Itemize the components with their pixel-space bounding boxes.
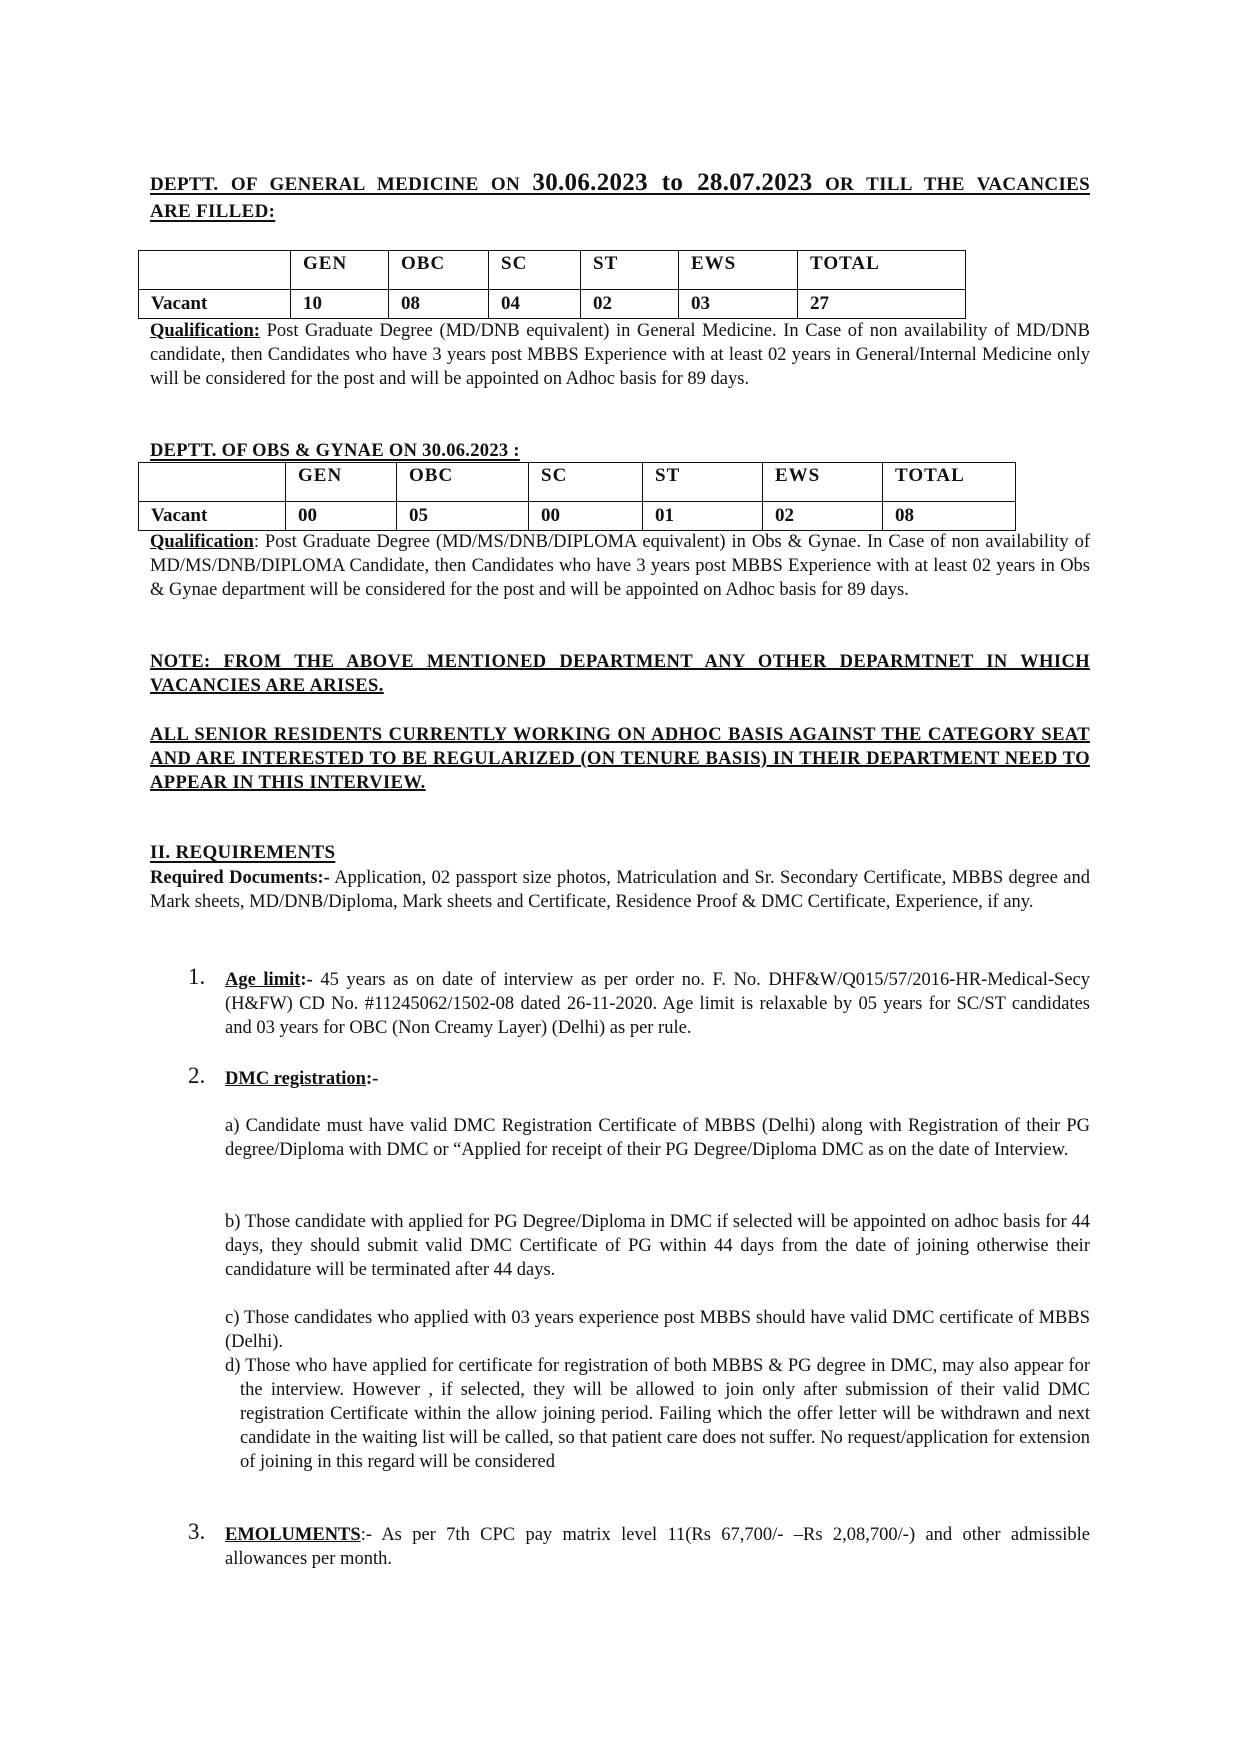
value-cell-sc: 00 [529, 502, 643, 531]
header-cell-ews: EWS [679, 251, 798, 290]
header-cell-st: ST [581, 251, 679, 290]
heading-prefix: DEPTT. OF GENERAL MEDICINE ON [150, 174, 533, 195]
value-cell-st: 01 [643, 502, 763, 531]
age-limit-label: Age limit [225, 970, 301, 990]
required-documents [150, 866, 1090, 914]
list-number: 1. [188, 964, 206, 989]
general-medicine-vacancy-table [138, 250, 966, 319]
list-item-emoluments [225, 1523, 1090, 1571]
dmc-registration-label: DMC registration [225, 1069, 366, 1089]
general-medicine-heading [150, 170, 1090, 198]
list-number: 2. [188, 1063, 206, 1088]
list-number: 3. [188, 1519, 206, 1544]
header-cell-sc: SC [529, 463, 643, 502]
general-medicine-heading-line2: ARE FILLED: [150, 201, 276, 222]
value-cell-obc: 05 [397, 502, 529, 531]
required-documents-text: Application, 02 passport size photos, Matriculation and Sr. Secondary Certificate, MBBS degree and Mark sheets, MD/DNB/Diploma, Mark sheets and Certificate, Residence Proof & DMC Certificate, Experience, if any. [150, 868, 1090, 912]
value-cell-obc: 08 [389, 290, 489, 319]
header-cell-sc: SC [489, 251, 581, 290]
header-cell-st: ST [643, 463, 763, 502]
header-cell [139, 251, 291, 290]
header-cell [139, 463, 286, 502]
dmc-sub-b: b) Those candidate with applied for PG Degree/Diploma in DMC if selected will be appointed on adhoc basis for 44 days, they should submit valid DMC Certificate of PG within 44 days from the date of joining otherwise their candidature will be terminated after 44 days. [225, 1212, 1090, 1280]
note-other-departments: NOTE: FROM THE ABOVE MENTIONED DEPARTMENT ANY OTHER DEPARMTNET IN WHICH VACANCIES ARE ARISES. [150, 652, 1090, 696]
dmc-sub-c: c) Those candidates who applied with 03 years experience post MBBS should have valid DMC certificate of MBBS (Delhi). [225, 1308, 1090, 1352]
header-cell-total: TOTAL [883, 463, 1016, 502]
value-cell-ews: 03 [679, 290, 798, 319]
label-suffix: :- [300, 970, 313, 990]
heading-suffix: OR TILL THE VACANCIES [812, 174, 1090, 195]
value-cell-sc: 04 [489, 290, 581, 319]
row-label: Vacant [139, 502, 286, 531]
table-header-row [139, 463, 1016, 502]
obs-gynae-vacancy-table [138, 462, 1016, 531]
value-cell-ews: 02 [763, 502, 883, 531]
note-senior-residents: ALL SENIOR RESIDENTS CURRENTLY WORKING ON ADHOC BASIS AGAINST THE CATEGORY SEAT AND ARE INTERESTED TO BE REGULARIZED (ON TENURE BASIS) IN THEIR DEPARTMENT NEED TO APPEAR IN THIS INTERVIEW. [150, 725, 1090, 793]
row-label: Vacant [139, 290, 291, 319]
dmc-sub-a: a) Candidate must have valid DMC Registration Certificate of MBBS (Delhi) along with Registration of their PG degree/Diploma with DMC or “Applied for receipt of their PG Degree/Diploma DMC as on the date of Interview. [225, 1116, 1090, 1160]
age-limit-text: 45 years as on date of interview as per order no. F. No. DHF&W/Q015/57/2016-HR-Medical-Secy (H&FW) CD No. #11245062/1502-08 dated 26-11-2020. Age limit is relaxable by 05 years for SC/ST candidates and 03 years for OBC (Non Creamy Layer) (Delhi) as per rule. [225, 970, 1090, 1038]
emoluments-text: As per 7th CPC pay matrix level 11(Rs 67,700/- –Rs 2,08,700/-) and other admissible allowances per month. [225, 1525, 1090, 1569]
list-item-dmc-registration [225, 1067, 378, 1091]
table-row [139, 290, 966, 319]
header-cell-obc: OBC [397, 463, 529, 502]
general-medicine-qualification [150, 319, 1090, 391]
value-cell-total: 08 [883, 502, 1016, 531]
value-cell-gen: 00 [286, 502, 397, 531]
obs-gynae-qualification [150, 530, 1090, 602]
label-suffix: :- [365, 1069, 379, 1089]
value-cell-st: 02 [581, 290, 679, 319]
header-cell-obc: OBC [389, 251, 489, 290]
qualification-label: Qualification [150, 532, 254, 552]
value-cell-total: 27 [798, 290, 966, 319]
table-header-row [139, 251, 966, 290]
value-cell-gen: 10 [291, 290, 389, 319]
qualification-text: : Post Graduate Degree (MD/MS/DNB/DIPLOMA equivalent) in Obs & Gynae. In Case of non availability of MD/MS/DNB/DIPLOMA Candidate, then Candidates who have 3 years post MBBS Experience with at least 02 years in Obs & Gynae department will be considered for the post and will be appointed on Adhoc basis for 89 days. [150, 532, 1090, 600]
heading-dates: 30.06.2023 to 28.07.2023 [532, 169, 813, 196]
header-cell-gen: GEN [291, 251, 389, 290]
header-cell-ews: EWS [763, 463, 883, 502]
list-item-age-limit [225, 968, 1090, 1040]
label-suffix: :- [360, 1525, 372, 1545]
obs-gynae-heading: DEPTT. OF OBS & GYNAE ON 30.06.2023 : [150, 441, 520, 461]
qualification-label: Qualification: [150, 321, 260, 341]
header-cell-total: TOTAL [798, 251, 966, 290]
required-documents-label: Required Documents:- [150, 868, 330, 888]
dmc-sub-d: d) Those who have applied for certificate for registration of both MBBS & PG degree in DMC, may also appear for the interview. However , if selected, they will be allowed to join only after submission of their valid DMC registration Certificate within the allow joining period. Failing which the offer letter will be withdrawn and next candidate in the waiting list will be called, so that patient care does not suffer. No request/application for extension of joining in this regard will be considered [225, 1356, 1090, 1472]
emoluments-label: EMOLUMENTS [225, 1525, 361, 1545]
header-cell-gen: GEN [286, 463, 397, 502]
requirements-heading: II. REQUIREMENTS [150, 842, 336, 863]
qualification-text: Post Graduate Degree (MD/DNB equivalent) in General Medicine. In Case of non availability of MD/DNB candidate, then Candidates who have 3 years post MBBS Experience with at least 02 years in General/Internal Medicine only will be considered for the post and will be appointed on Adhoc basis for 89 days. [150, 321, 1090, 389]
table-row [139, 502, 1016, 531]
